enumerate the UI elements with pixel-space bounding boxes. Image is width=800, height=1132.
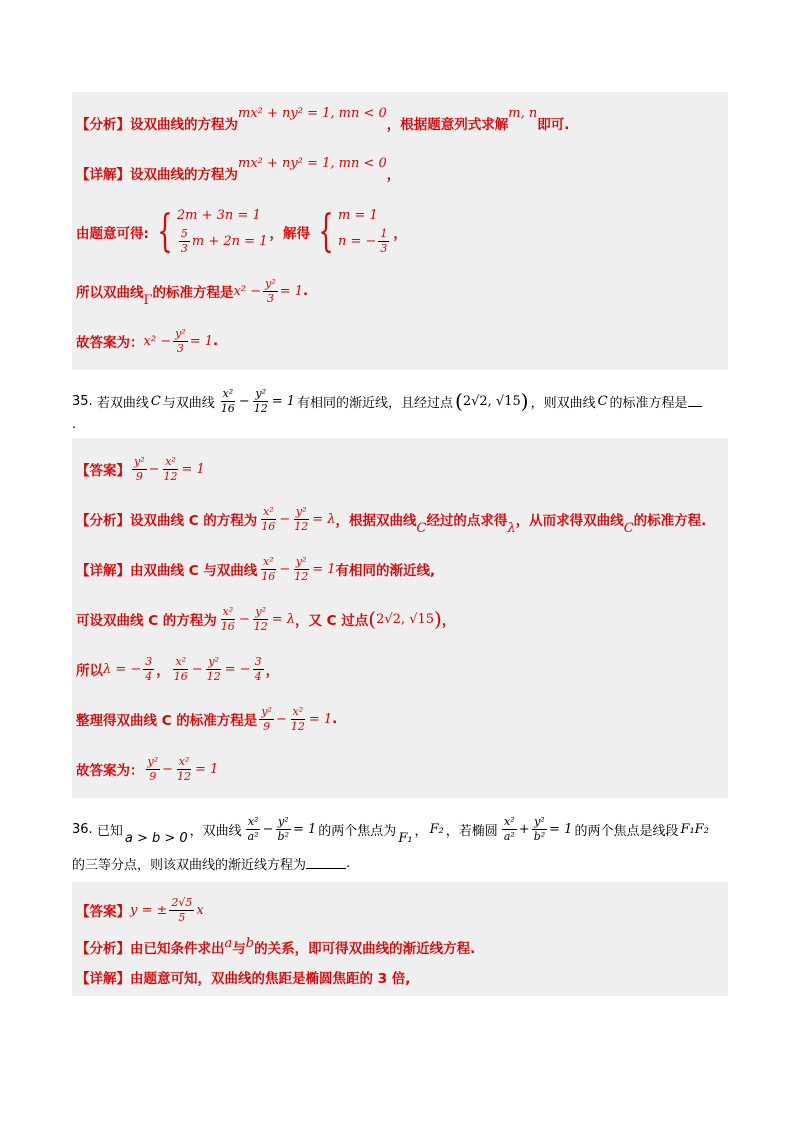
- condition: a > b > 0: [124, 830, 188, 846]
- answer-34: [76, 316, 724, 366]
- fraction: $\frac{1}{3}$: [380, 227, 388, 255]
- equation: m + 2n = 1: [191, 234, 268, 249]
- solution-35: [72, 438, 728, 798]
- text: 经过的点求得: [426, 513, 508, 529]
- formula: $\frac{\text{x²}}{16}$ − $\frac{\text{y²}}{12}$ = λ: [220, 604, 295, 633]
- symbol: F₂: [429, 821, 444, 837]
- solution-34: [72, 92, 728, 370]
- answer-label: 故答案为：: [76, 763, 144, 779]
- text: ，: [441, 613, 456, 629]
- symbol: C: [623, 520, 634, 536]
- detail-34: [76, 148, 724, 198]
- symbol: F₁: [398, 830, 413, 846]
- equation-system: { 2m + 3n = 1 $\frac{5}{3}$ m + 2n = 1: [157, 206, 268, 257]
- detail-35-line4: [76, 694, 724, 744]
- formula: mx² + ny² = 1, mn < 0: [238, 105, 387, 121]
- text: ，: [393, 226, 407, 242]
- formula: x² − $\frac{\text{y²}}{3}$ = 1: [143, 326, 214, 355]
- formula: x² − $\frac{\text{y²}}{3}$ = 1: [233, 276, 304, 305]
- formula: λ = − $\frac{3}{4}$: [103, 654, 153, 683]
- text: 有相同的渐近线,: [335, 563, 436, 579]
- answer-35: [76, 444, 724, 494]
- detail-35: [76, 544, 724, 594]
- text: ，解得: [269, 226, 310, 242]
- answer-label: 【答案】: [76, 904, 130, 920]
- text: 与双曲线: [162, 395, 215, 411]
- text: .: [332, 711, 338, 727]
- analysis-34: [76, 98, 724, 148]
- detail-label: 【详解】: [76, 563, 130, 579]
- equation: 2m + 3n = 1: [176, 208, 261, 223]
- point: ( 2√2, √15 ): [455, 389, 529, 413]
- symbol: C: [597, 393, 608, 409]
- symbol: b: [245, 935, 255, 951]
- text: 设双曲线 C 的方程为: [130, 513, 258, 529]
- text: 所以双曲线: [76, 285, 144, 301]
- text: 的两个焦点是线段: [574, 823, 679, 839]
- formula: $\frac{\text{x²}}{16}$ − $\frac{\text{y²}}{12}$ = 1: [261, 554, 336, 583]
- question-35-tail: [72, 414, 728, 434]
- text: 与: [232, 941, 246, 957]
- formula: $\frac{\text{x²}}{16}$ − $\frac{\text{y²}}{12}$ = λ: [261, 504, 336, 533]
- text: 设双曲线的方程为: [130, 167, 238, 183]
- symbol: C: [150, 393, 161, 409]
- text: 的三等分点，则该双曲线的渐近线方程为: [72, 857, 307, 873]
- conclusion-34: [76, 266, 724, 316]
- symbol: F₁F₂: [680, 821, 709, 837]
- page: [72, 92, 728, 996]
- formula: $\frac{\text{x²}}{16}$ − $\frac{\text{y²}}{12}$ = 1: [220, 386, 296, 415]
- detail-35-line3: [76, 644, 724, 694]
- analysis-35: [76, 494, 724, 544]
- analysis-label: 【分析】: [76, 513, 130, 529]
- text: 由题意可知，双曲线的焦距是椭圆焦距的 3 倍,: [130, 971, 411, 987]
- analysis-label: 【分析】: [76, 117, 130, 133]
- text: .: [346, 855, 351, 871]
- fraction: $\frac{5}{3}$: [180, 227, 188, 255]
- text: 由已知条件求出: [130, 941, 225, 957]
- text: 的标准方程是: [609, 395, 688, 411]
- formula: y = ± $\frac{2√5}{5}$ x: [130, 895, 204, 924]
- text: 由题意可得:: [76, 226, 149, 242]
- detail-36: [76, 962, 724, 992]
- detail-35-line2: [76, 594, 724, 644]
- formula: $\frac{\text{y²}}{9}$ − $\frac{\text{x²}}{12}$ = 1: [261, 704, 333, 733]
- text: ，: [414, 823, 428, 839]
- formula: $\frac{\text{y²}}{9}$ − $\frac{\text{x²}}{12}$ = 1: [147, 754, 219, 783]
- solution-36: [72, 882, 728, 996]
- symbol: λ: [507, 520, 516, 536]
- text: 设双曲线的方程为: [130, 117, 238, 133]
- formula: $\frac{\text{x²}}{16}$ − $\frac{\text{y²}}{12}$ = − $\frac{3}{4}$: [173, 654, 262, 683]
- text: ，若椭圆: [445, 823, 498, 839]
- text: 的关系，即可得双曲线的渐近线方程.: [254, 941, 476, 957]
- text: ，双曲线: [189, 823, 242, 839]
- text: 的标准方程是: [152, 285, 234, 301]
- answer-label: 【答案】: [76, 463, 130, 479]
- formula: $\frac{\text{x²}}{\text{a²}}$ − $\frac{\text{y²}}{\text{b²}}$ = 1: [247, 814, 317, 843]
- answer-35-final: [76, 744, 724, 794]
- detail-label: 【详解】: [76, 167, 130, 183]
- answer-blank: [306, 858, 346, 869]
- equation: m = 1: [337, 208, 378, 223]
- text: 有相同的渐近线，且经过点: [297, 395, 454, 411]
- text: 由双曲线 C 与双曲线: [130, 563, 258, 579]
- point: ( 2√2, √15 ): [368, 607, 442, 631]
- text: 的标准方程.: [633, 513, 707, 529]
- text: 即可.: [537, 117, 570, 133]
- detail-label: 【详解】: [76, 971, 130, 987]
- text: 可设双曲线 C 的方程为: [76, 613, 217, 629]
- question-number: 35.: [72, 393, 93, 409]
- text: ，根据题意列式求解: [386, 117, 509, 133]
- text: ，: [265, 663, 280, 679]
- answer-blank: [688, 396, 702, 407]
- text: 已知: [96, 823, 123, 839]
- question-36-line2: [72, 848, 728, 878]
- question-number: 36.: [72, 821, 93, 837]
- analysis-36: [76, 932, 724, 962]
- formula: $\frac{\text{y²}}{9}$ − $\frac{\text{x²}}{12}$ = 1: [134, 454, 205, 483]
- text: 整理得双曲线 C 的标准方程是: [76, 713, 258, 729]
- analysis-label: 【分析】: [76, 941, 130, 957]
- text: ，又 C 过点: [294, 613, 369, 629]
- formula: $\frac{\text{x²}}{\text{a²}}$ + $\frac{\text{y²}}{\text{b²}}$ = 1: [503, 814, 573, 843]
- text: 的两个焦点为: [318, 823, 397, 839]
- answer-label: 故答案为：: [76, 335, 144, 351]
- answer-36: [76, 888, 724, 932]
- equation: n = −: [337, 234, 377, 249]
- text: ，则双曲线: [530, 395, 596, 411]
- formula: m, n: [508, 105, 538, 121]
- formula: mx² + ny² = 1, mn < 0: [238, 155, 387, 171]
- text: .: [213, 333, 219, 349]
- text: ，从而求得双曲线: [515, 513, 624, 529]
- text: 所以: [76, 663, 103, 679]
- text: .: [303, 283, 309, 299]
- text: ，根据双曲线: [335, 513, 417, 529]
- gamma-symbol: Γ: [143, 292, 153, 308]
- symbol: C: [416, 520, 427, 536]
- text: ，: [386, 167, 401, 183]
- system-34: [76, 198, 724, 266]
- text: 若双曲线: [96, 395, 149, 411]
- symbol: a: [224, 935, 233, 951]
- solution-system: { m = 1 n = − $\frac{1}{3}$: [312, 208, 391, 256]
- question-36: [72, 804, 728, 854]
- text: ，: [156, 663, 170, 679]
- text: .: [72, 416, 77, 432]
